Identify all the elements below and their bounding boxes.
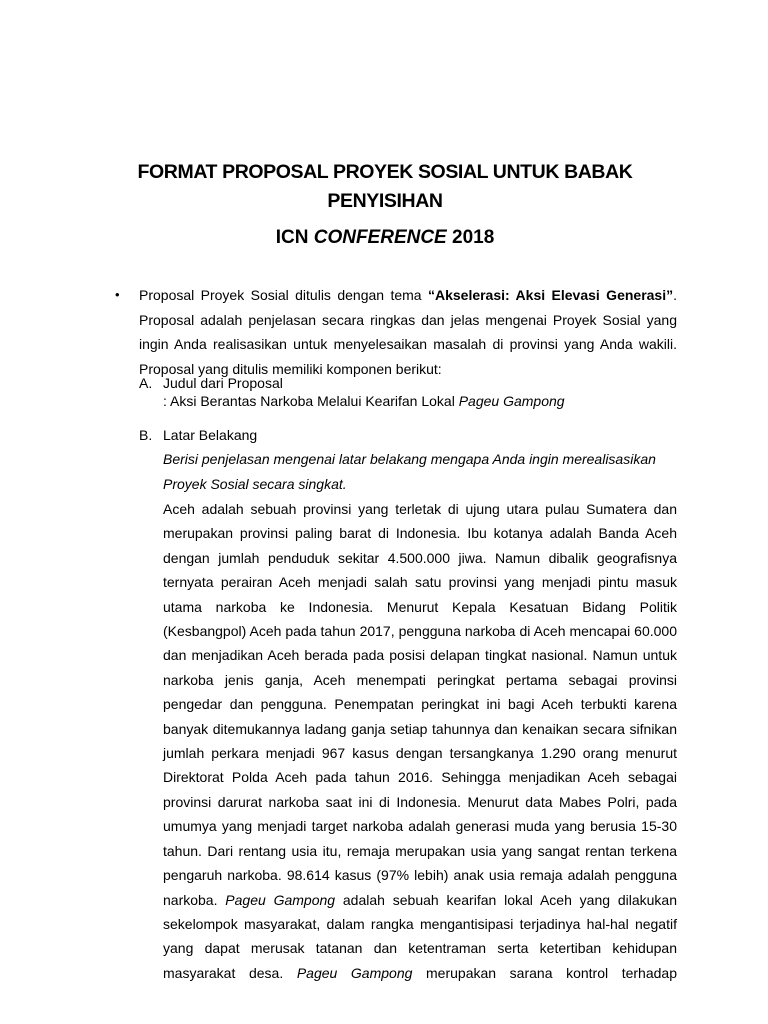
section-a-value (163, 392, 565, 410)
intro-paragraph (139, 283, 677, 381)
section-a-value-italic: Pageu Gampong (458, 393, 565, 409)
section-b-description: Berisi penjelasan mengenai latar belakang mengapa Anda ingin merealisasikan Proyek Sosial secara singkat. (163, 451, 656, 492)
section-b-label: Latar Belakang (163, 427, 258, 443)
body-text-2: adalah sebuah kearifan lokal Aceh yang dilakukan sekelompok masyarakat, dalam rangka mengantisipasi terjadinya hal-hal negatif yang dapat merusak tatanan dan ketentraman serta ketertiban kehidupan masyarakat desa. (163, 891, 677, 981)
section-a-label: Judul dari Proposal (163, 375, 283, 391)
section-b-body (163, 497, 677, 985)
intro-text-1: Proposal Proyek Sosial ditulis dengan tema (139, 287, 428, 303)
section-a-value-text: : Aksi Berantas Narkoba Melalui Kearifan Lokal (163, 393, 459, 409)
document-title: FORMAT PROPOSAL PROYEK SOSIAL UNTUK BABAK PENYISIHAN (137, 161, 633, 212)
bullet-icon: • (115, 287, 120, 302)
document-subtitle (120, 225, 650, 251)
body-term-1: Pageu Gampong (225, 891, 336, 908)
section-a-marker: A. (139, 375, 153, 391)
section-b-marker: B. (139, 427, 153, 443)
body-term-2: Pageu Gampong (296, 964, 413, 981)
intro-text-2: . Proposal adalah penjelasan secara ringkas dan jelas mengenai Proyek Sosial yang ingin Anda realisasikan untuk menyelesaikan masalah di provinsi yang Anda wakili. Proposal yang ditulis memiliki komponen berikut: (139, 287, 677, 377)
body-text-1: Aceh adalah sebuah provinsi yang terletak di ujung utara pulau Sumatera dan merupakan provinsi paling barat di Indonesia. Ibu kotanya adalah Banda Aceh dengan jumlah penduduk sekitar 4.500.000 jiwa. Namun dibalik geografisnya ternyata perairan Aceh menjadi salah satu provinsi yang menjadi pintu masuk utama narkoba ke Indonesia. Menurut Kepala Kesatuan Bidang Politik (Kesbangpol) Aceh pada tahun 2017, pengguna narkoba di Aceh mencapai 60.000 dan menjadikan Aceh berada pada posisi delapan tingkat nasional. Namun untuk narkoba jenis ganja, Aceh menempati peringkat pertama sebagai provinsi pengedar dan pengguna. Penempatan peringkat ini bagi Aceh terbukti karena banyak ditemukannya ladang ganja setiap tahunnya dan kenaikan secara sifnikan jumlah perkara menjadi 967 kasus dengan tersangkanya 1.290 orang menurut Direktorat Polda Aceh pada tahun 2016. Sehingga menjadikan Aceh sebagai provinsi darurat narkoba saat ini di Indonesia. Menurut data Mabes Polri, pada umumya yang menjadi target narkoba adalah generasi muda yang berusia 15-30 tahun. Dari rentang usia itu, remaja merupakan usia yang sangat rentan terkena pengaruh narkoba. 98.614 kasus (97% lebih) anak usia remaja adalah pengguna narkoba. (163, 501, 677, 908)
body-text-3: merupakan sarana kontrol terhadap (412, 964, 677, 981)
intro-theme: “Akselerasi: Aksi Elevasi Generasi” (427, 287, 674, 303)
subtitle-year: 2018 (446, 227, 495, 248)
subtitle-italic: CONFERENCE (313, 227, 447, 248)
subtitle-prefix: ICN (275, 227, 314, 248)
